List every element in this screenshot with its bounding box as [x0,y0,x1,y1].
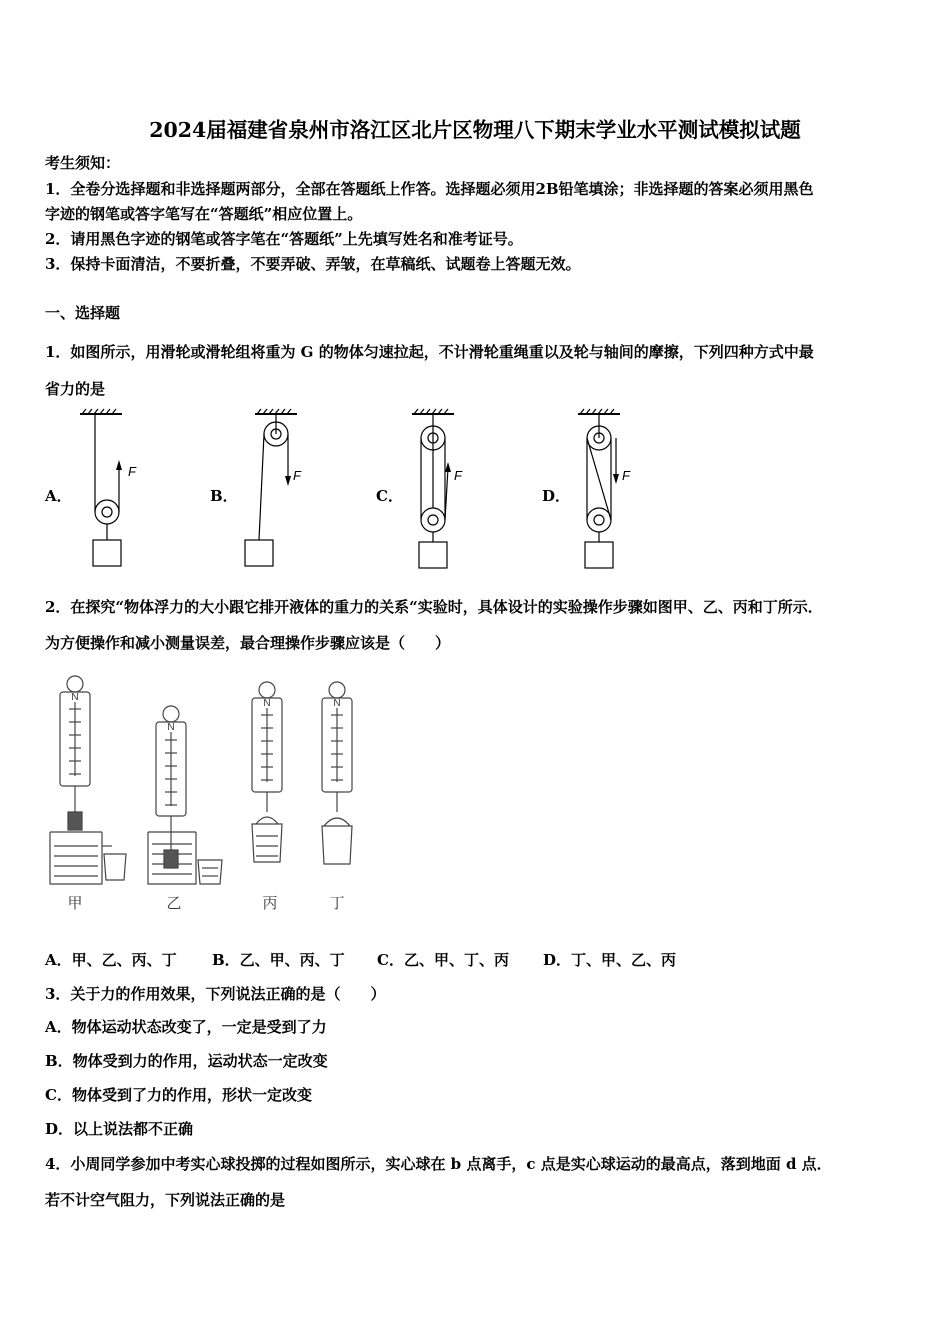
notice-item: 字迹的钢笔或答字笔写在“答题纸”相应位置上。 [45,205,363,223]
figure-label-jia: 甲 [67,895,83,912]
q2-stem-line2: 为方便操作和减小测量误差，最合理操作步骤应该是（ ） [45,634,451,652]
pulley-figure-c [402,408,492,570]
q1-option-b-label: B． [210,487,238,505]
q4-stem-line2: 若不计空气阻力，下列说法正确的是 [45,1191,286,1209]
q1-option-c-label: C． [376,487,403,505]
notice-item: 3．保持卡面清洁，不要折叠，不要弄破、弄皱，在草稿纸、试题卷上答题无效。 [45,255,581,273]
q4-stem-line1: 4．小周同学参加中考实心球投掷的过程如图所示，实心球在 b 点离手，c 点是实心球运动的最高点，落到地面 d 点． [45,1155,832,1173]
pulley-figure-a [70,408,160,570]
figure-label-bing: 丙 [262,895,278,912]
q3-stem: 3．关于力的作用效果，下列说法正确的是（ ） [45,985,386,1003]
q3-option-a: A．物体运动状态改变了，一定是受到了力 [45,1018,327,1036]
section-heading: 一、选择题 [45,304,121,322]
page-title: 2024届福建省泉州市洛江区北片区物理八下期末学业水平测试模拟试题 [149,118,801,142]
q1-stem-line2: 省力的是 [45,380,106,398]
q1-stem-line1: 1．如图所示，用滑轮或滑轮组将重为 G 的物体匀速拉起，不计滑轮重绳重以及轮与轴间的摩擦，下列四种方式中最 [45,343,814,361]
q1-option-a-label: A． [45,487,72,505]
q2-option-c: C．乙、甲、丁、丙 [377,951,509,969]
q2-option-d: D．丁、甲、乙、丙 [543,951,677,969]
scale-unit-label: N [333,698,341,709]
spring-scale-figure [44,664,364,914]
q2-option-b: B．乙、甲、丙、丁 [212,951,345,969]
force-label: F [128,464,136,479]
notice-item: 1．全卷分选择题和非选择题两部分，全部在答题纸上作答。选择题必须用2B铅笔填涂；非选择题的答案必须用黑色 [45,180,814,198]
q3-option-c: C．物体受到了力的作用，形状一定改变 [45,1086,312,1104]
pulley-figure-d [568,408,658,570]
scale-unit-label: N [167,722,175,733]
pulley-figure-b [235,408,325,570]
q2-stem-line1: 2．在探究“物体浮力的大小跟它排开液体的重力的关系“实验时，具体设计的实验操作步骤如图甲、乙、丙和丁所示． [45,598,823,616]
q1-option-d-label: D． [542,487,571,505]
force-label: F [454,468,462,483]
scale-unit-label: N [71,692,79,703]
scale-unit-label: N [263,698,271,709]
figure-label-yi: 乙 [166,895,182,912]
q3-option-b: B．物体受到力的作用，运动状态一定改变 [45,1052,328,1070]
figure-label-ding: 丁 [329,895,345,912]
notice-heading: 考生须知： [45,154,121,172]
force-label: F [293,468,301,483]
notice-item: 2．请用黑色字迹的钢笔或答字笔在“答题纸”上先填写姓名和准考证号。 [45,230,523,248]
q2-option-a: A．甲、乙、丙、丁 [45,951,177,969]
q3-option-d: D．以上说法都不正确 [45,1120,194,1138]
force-label: F [622,468,630,483]
